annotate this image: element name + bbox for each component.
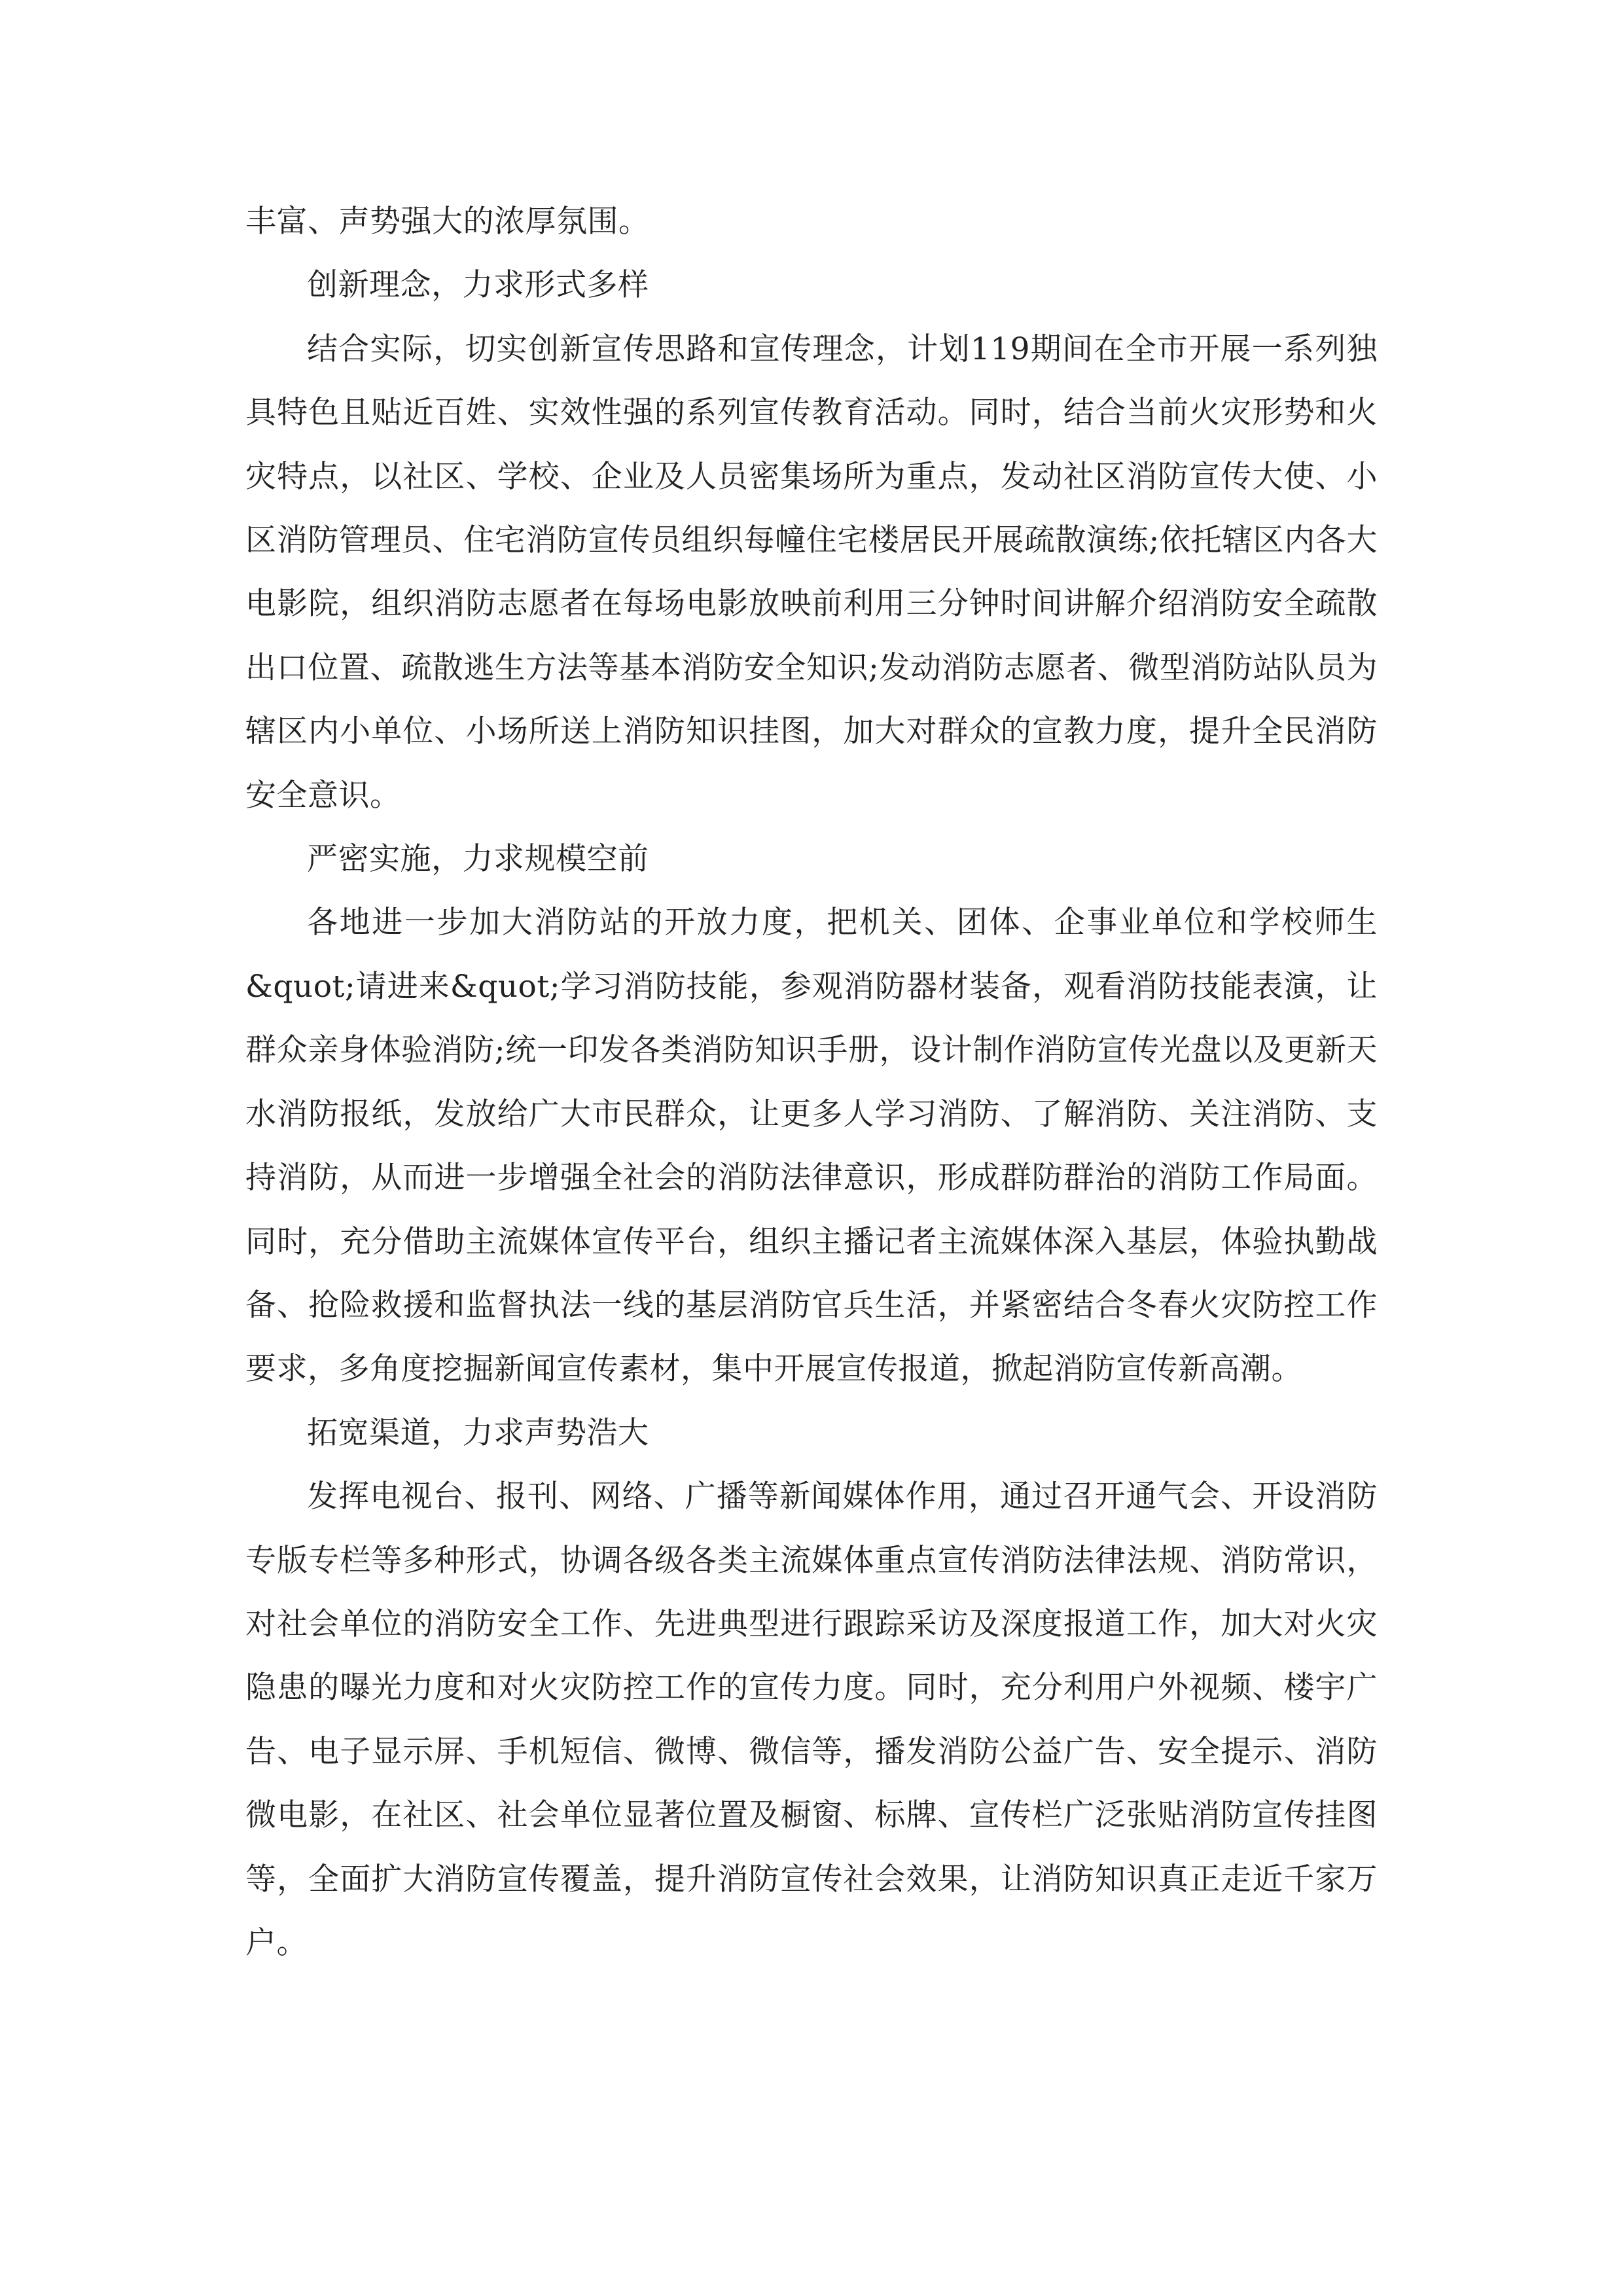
paragraph-implementation: 各地进一步加大消防站的开放力度，把机关、团体、企事业单位和学校师生&quot;请进来&quot;学习消防技能，参观消防器材装备，观看消防技能表演，让群众亲身体验消防;统一印发各类消防知识手册，设计制作消防宣传光盘以及更新天水消防报纸，发放给广大市民群众，让更多人学习消防、了解消防、关注消防、支持消防，从而进一步增强全社会的消防法律意识，形成群防群治的消防工作局面。同时，充分借助主流媒体宣传平台，组织主播记者主流媒体深入基层，体验执勤战备、抢险救援和监督执法一线的基层消防官兵生活，并紧密结合冬春火灾防控工作要求，多角度挖掘新闻宣传素材，集中开展宣传报道，掀起消防宣传新高潮。: [245, 905, 1378, 1388]
section-heading-innovation: 创新理念，力求形式多样: [307, 267, 649, 304]
paragraph-channels: 发挥电视台、报刊、网络、广播等新闻媒体作用，通过召开通气会、开设消防专版专栏等多种形式，协调各级各类主流媒体重点宣传消防法律法规、消防常识，对社会单位的消防安全工作、先进典型进行跟踪采访及深度报道工作，加大对火灾隐患的曝光力度和对火灾防控工作的宣传力度。同时，充分利用户外视频、楼宇广告、电子显示屏、手机短信、微博、微信等，播发消防公益广告、安全提示、消防微电影，在社区、社会单位显著位置及橱窗、标牌、宣传栏广泛张贴消防宣传挂图等，全面扩大消防宣传覆盖，提升消防宣传社会效果，让消防知识真正走近千家万户。: [245, 1479, 1378, 1961]
document-body: [245, 190, 1378, 1975]
paragraph-continuation: 丰富、声势强大的浓厚氛围。: [245, 204, 650, 240]
paragraph-innovation: 结合实际，切实创新宣传思路和宣传理念，计划119期间在全市开展一系列独具特色且贴近百姓、实效性强的系列宣传教育活动。同时，结合当前火灾形势和火灾特点，以社区、学校、企业及人员密集场所为重点，发动社区消防宣传大使、小区消防管理员、住宅消防宣传员组织每幢住宅楼居民开展疏散演练;依托辖区内各大电影院，组织消防志愿者在每场电影放映前利用三分钟时间讲解介绍消防安全疏散出口位置、疏散逃生方法等基本消防安全知识;发动消防志愿者、微型消防站队员为辖区内小单位、小场所送上消防知识挂图，加大对群众的宣教力度，提升全民消防安全意识。: [245, 331, 1378, 814]
section-heading-implementation: 严密实施，力求规模空前: [307, 841, 649, 878]
section-heading-channels: 拓宽渠道，力求声势浩大: [307, 1414, 649, 1451]
